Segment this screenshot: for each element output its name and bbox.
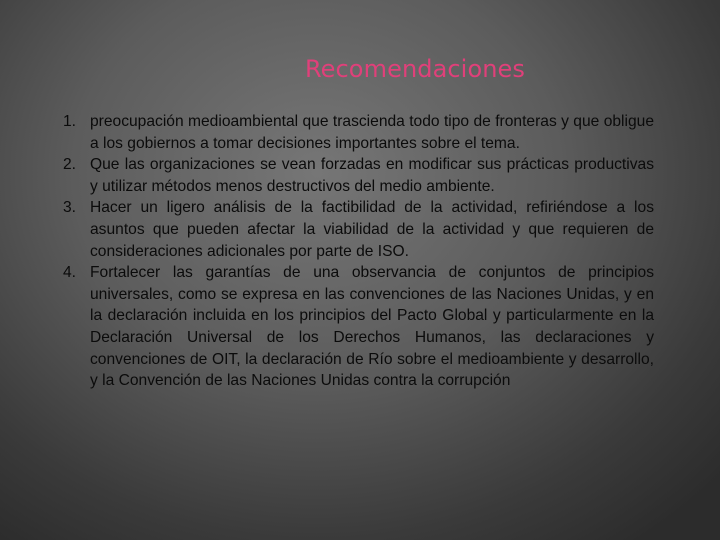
list-item-text: Hacer un ligero análisis de la factibilidad de la actividad, refiriéndose a los asuntos que pueden afectar la viabilidad de la actividad y que requieren de consideraciones adicionales por parte de ISO. xyxy=(90,199,654,260)
list-item-number: 4. xyxy=(63,264,77,282)
list-item-number: 2. xyxy=(63,156,77,174)
list-item xyxy=(54,197,654,262)
slide-title: Recomendaciones xyxy=(304,55,526,83)
list-item-text: preocupación medioambiental que trascienda todo tipo de fronteras y que obligue a los gobiernos a tomar decisiones importantes sobre el tema. xyxy=(90,113,654,152)
list-item xyxy=(54,262,654,392)
list-item xyxy=(54,111,654,154)
recommendations-list xyxy=(54,111,654,392)
list-item-text: Fortalecer las garantías de una observancia de conjuntos de principios universales, como se expresa en las convenciones de las Naciones Unidas, y en la declaración incluida en los principios del Pacto Global y particularmente en la Declaración Universal de los Derechos Humanos, las declaraciones y convenciones de OIT, la declaración de Río sobre el medioambiente y desarrollo, y la Convención de las Naciones Unidas contra la corrupción xyxy=(90,264,654,390)
list-item-number: 1. xyxy=(63,113,77,130)
list-item-text: Que las organizaciones se vean forzadas en modificar sus prácticas productivas y utilizar métodos menos destructivos del medio ambiente. xyxy=(90,156,654,195)
list-item-number: 3. xyxy=(63,199,77,217)
list-item xyxy=(54,154,654,197)
